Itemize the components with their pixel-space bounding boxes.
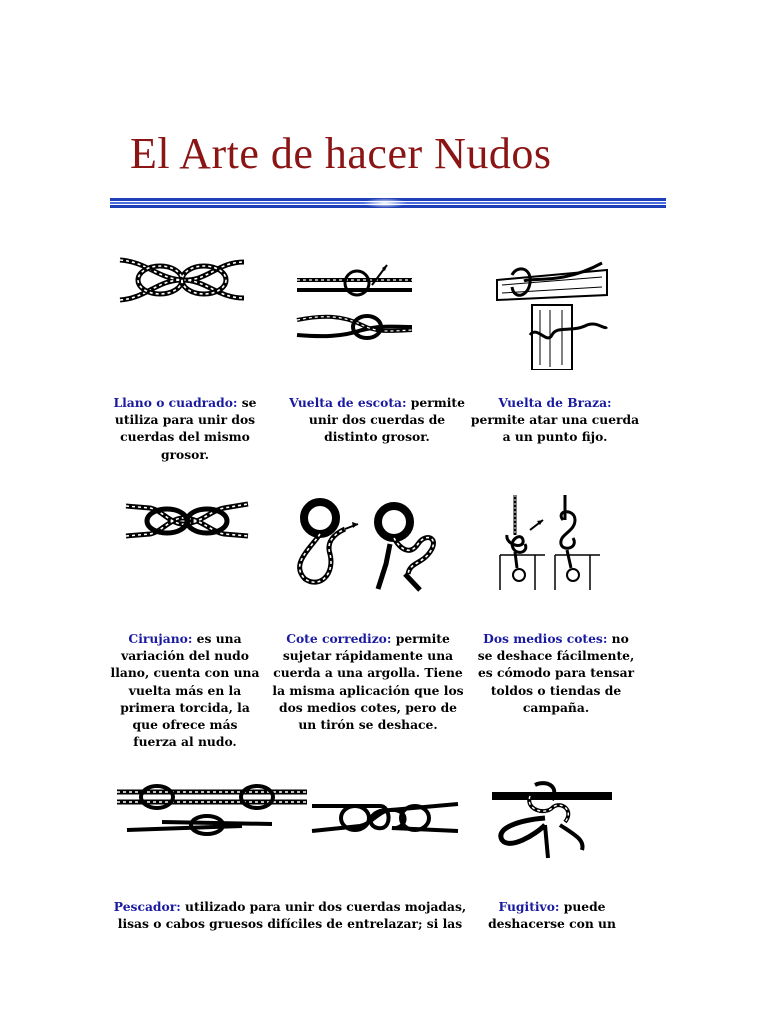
vuelta-braza-illustration bbox=[492, 255, 612, 370]
caption-cote-corredizo bbox=[270, 630, 466, 733]
pescador-knot-illustration-2 bbox=[310, 796, 460, 841]
term-braza: Vuelta de Braza: bbox=[498, 395, 612, 410]
cote-corredizo-illustration bbox=[290, 494, 450, 594]
term-cirujano: Cirujano: bbox=[128, 631, 193, 646]
pescador-knot-illustration-1 bbox=[112, 780, 312, 840]
caption-pescador bbox=[110, 898, 470, 932]
desc-pescador: utilizado para unir dos cuerdas mojadas, lisas o cabos gruesos difíciles de entrelazar; si las bbox=[117, 899, 467, 932]
fugitivo-knot-illustration bbox=[490, 780, 615, 860]
term-pescador: Pescador: bbox=[113, 899, 181, 914]
term-cote-corredizo: Cote corredizo: bbox=[286, 631, 392, 646]
caption-escota bbox=[282, 394, 472, 446]
caption-cirujano bbox=[110, 630, 260, 750]
desc-llano: se utiliza para unir dos cuerdas del mismo grosor. bbox=[114, 395, 257, 462]
dos-medios-cotes-illustration bbox=[495, 490, 610, 590]
page-title: El Arte de hacer Nudos bbox=[130, 129, 552, 178]
llano-knot-illustration bbox=[112, 250, 252, 310]
caption-fugitivo bbox=[478, 898, 626, 932]
caption-braza bbox=[470, 394, 640, 446]
desc-cote-corredizo: permite sujetar rápidamente una cuerda a una argolla. Tiene la misma aplicación que los dos medios cotes, pero de un tirón se deshace. bbox=[272, 631, 464, 733]
title-divider bbox=[110, 198, 666, 210]
term-llano: Llano o cuadrado: bbox=[113, 395, 238, 410]
caption-llano bbox=[112, 394, 258, 463]
caption-dos-medios-cotes bbox=[474, 630, 638, 716]
desc-cirujano: es una variación del nudo llano, cuenta con una vuelta más en la primera torcida, la que ofrece más fuerza al nudo. bbox=[110, 631, 260, 750]
vuelta-escota-illustration bbox=[292, 255, 422, 355]
cirujano-knot-illustration bbox=[122, 496, 252, 546]
desc-braza: permite atar una cuerda a un punto fijo. bbox=[470, 412, 640, 445]
term-escota: Vuelta de escota: bbox=[289, 395, 407, 410]
term-dos-medios-cotes: Dos medios cotes: bbox=[483, 631, 608, 646]
desc-escota: permite unir dos cuerdas de distinto grosor. bbox=[308, 395, 465, 445]
term-fugitivo: Fugitivo: bbox=[498, 899, 560, 914]
desc-dos-medios-cotes: no se deshace fácilmente, es cómodo para tensar toldos o tiendas de campaña. bbox=[477, 631, 635, 715]
desc-fugitivo: puede deshacerse con un bbox=[488, 899, 616, 932]
